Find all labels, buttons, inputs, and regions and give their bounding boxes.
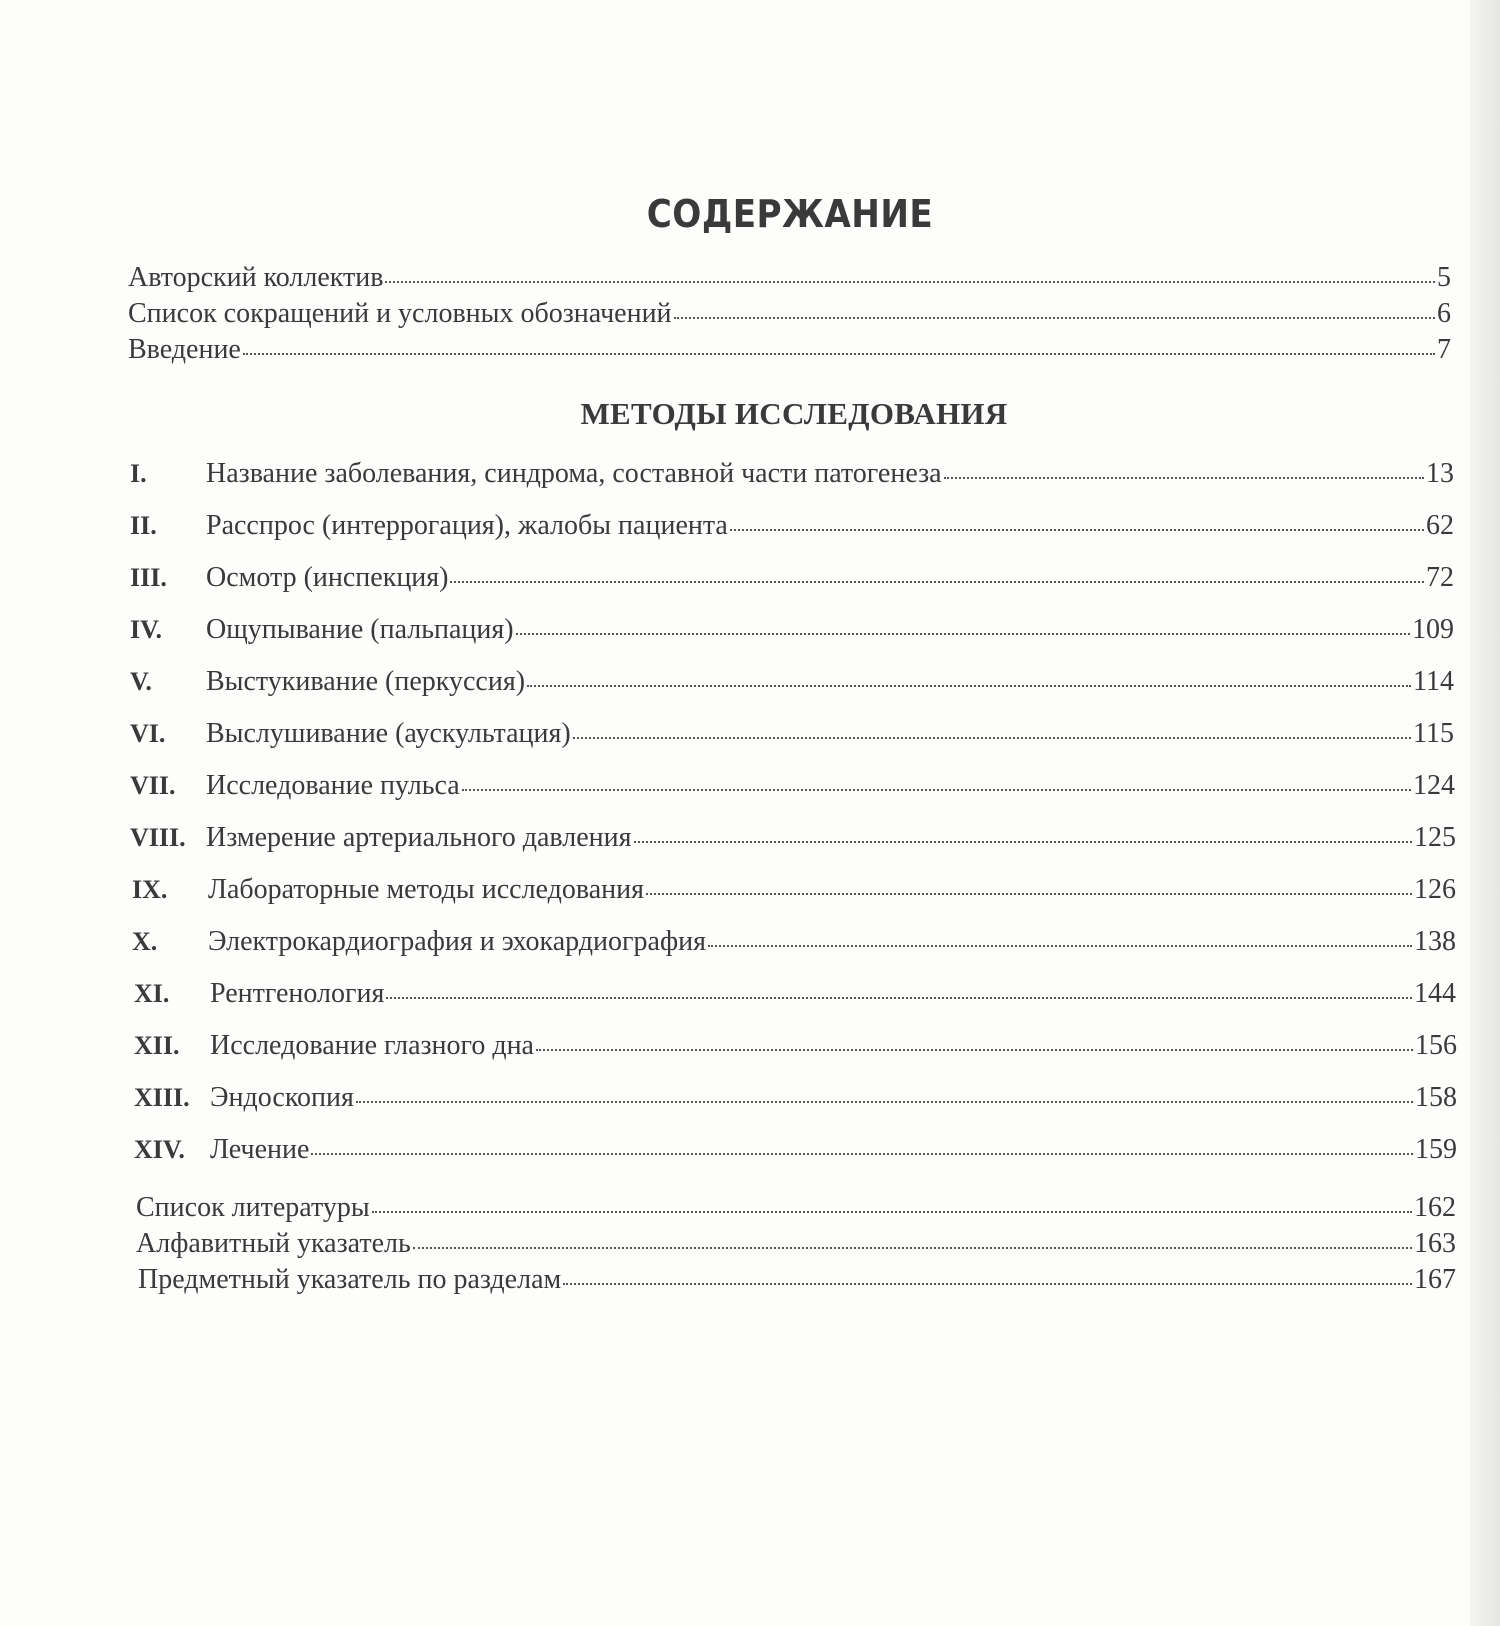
toc-chapter[interactable]	[130, 666, 1454, 698]
toc-entry-label: Рентгенология	[210, 978, 385, 1009]
chapter-number: X.	[132, 927, 158, 956]
leader-dots	[385, 281, 1435, 283]
toc-entry-page: 159	[1415, 1134, 1457, 1165]
chapter-number: VIII.	[130, 823, 186, 852]
leader-dots	[462, 789, 1411, 791]
leader-dots	[450, 581, 1424, 583]
toc-chapter[interactable]	[130, 458, 1454, 490]
toc-entry-label: Исследование пульса	[206, 770, 460, 801]
toc-chapter[interactable]	[134, 978, 1456, 1010]
page-edge	[1470, 0, 1500, 1626]
toc-entry-page: 7	[1437, 334, 1451, 365]
toc-entry[interactable]	[138, 1264, 1456, 1296]
toc-chapter[interactable]	[132, 874, 1456, 906]
toc-entry[interactable]	[128, 298, 1451, 330]
leader-dots	[563, 1283, 1412, 1285]
section-heading: МЕТОДЫ ИССЛЕДОВАНИЯ	[580, 396, 1008, 431]
toc-entry-label: Ощупывание (пальпация)	[206, 614, 514, 645]
toc-entry-page: 126	[1414, 874, 1456, 905]
leader-dots	[356, 1101, 1413, 1103]
toc-entry-page: 72	[1426, 562, 1454, 593]
toc-entry-label: Измерение артериального давления	[206, 822, 632, 853]
toc-entry-page: 125	[1414, 822, 1456, 853]
toc-entry-page: 138	[1414, 926, 1456, 957]
chapter-number: XI.	[134, 979, 170, 1008]
toc-entry-label: Предметный указатель по разделам	[138, 1264, 562, 1295]
leader-dots	[573, 737, 1411, 739]
toc-entry-page: 13	[1426, 458, 1454, 489]
chapter-number: II.	[130, 511, 157, 540]
leader-dots	[386, 997, 1412, 999]
leader-dots	[708, 945, 1412, 947]
toc-entry-page: 163	[1414, 1228, 1456, 1259]
toc-chapter[interactable]	[130, 614, 1454, 646]
leader-dots	[413, 1247, 1412, 1249]
toc-entry-label: Лечение	[210, 1134, 310, 1165]
chapter-number: V.	[130, 667, 152, 696]
toc-entry-page: 156	[1415, 1030, 1457, 1061]
toc-chapter[interactable]	[130, 822, 1456, 854]
leader-dots	[674, 317, 1435, 319]
page-title: СОДЕРЖАНИЕ	[646, 192, 934, 236]
toc-entry-label: Расспрос (интеррогация), жалобы пациента	[206, 510, 728, 541]
toc-entry-page: 6	[1437, 298, 1451, 329]
toc-entry-label: Выслушивание (аускультация)	[206, 718, 571, 749]
toc-chapter[interactable]	[130, 510, 1454, 542]
toc-entry-label: Эндоскопия	[210, 1082, 354, 1113]
toc-entry[interactable]	[128, 334, 1451, 366]
leader-dots	[243, 353, 1435, 355]
toc-entry-label: Исследование глазного дна	[210, 1030, 534, 1061]
toc-entry-page: 162	[1414, 1192, 1456, 1223]
toc-entry-label: Выстукивание (перкуссия)	[206, 666, 526, 697]
toc-entry-label: Список сокращений и условных обозначений	[128, 298, 672, 329]
leader-dots	[646, 893, 1412, 895]
toc-entry-page: 167	[1414, 1264, 1456, 1295]
toc-entry-label: Лабораторные методы исследования	[208, 874, 644, 905]
leader-dots	[634, 841, 1412, 843]
toc-chapter[interactable]	[130, 562, 1454, 594]
toc-entry-page: 62	[1426, 510, 1454, 541]
leader-dots	[944, 477, 1424, 479]
toc-entry-page: 5	[1437, 262, 1451, 293]
toc-entry[interactable]	[136, 1228, 1456, 1260]
toc-chapter[interactable]	[134, 1030, 1457, 1062]
chapter-number: XII.	[134, 1031, 180, 1060]
chapter-number: I.	[130, 459, 147, 488]
toc-entry[interactable]	[136, 1192, 1456, 1224]
toc-entry-page: 114	[1413, 666, 1454, 697]
toc-chapter[interactable]	[134, 1134, 1457, 1166]
toc-entry-label: Авторский коллектив	[128, 262, 384, 293]
toc-chapter[interactable]	[134, 1082, 1457, 1114]
chapter-number: IX.	[132, 875, 168, 904]
toc-entry-page: 109	[1412, 614, 1454, 645]
toc-entry[interactable]	[128, 262, 1451, 294]
leader-dots	[527, 685, 1411, 687]
toc-entry-page: 158	[1415, 1082, 1457, 1113]
leader-dots	[516, 633, 1410, 635]
chapter-number: IV.	[130, 615, 163, 644]
chapter-number: III.	[130, 563, 167, 592]
toc-chapter[interactable]	[130, 770, 1455, 802]
chapter-number: XIII.	[134, 1083, 190, 1112]
toc-entry-label: Электрокардиография и эхокардиография	[208, 926, 706, 957]
toc-entry-label: Алфавитный указатель	[136, 1228, 411, 1259]
toc-entry-page: 115	[1413, 718, 1454, 749]
chapter-number: VI.	[130, 719, 166, 748]
leader-dots	[372, 1211, 1412, 1213]
leader-dots	[311, 1153, 1413, 1155]
toc-chapter[interactable]	[132, 926, 1456, 958]
toc-entry-label: Название заболевания, синдрома, составной части патогенеза	[206, 458, 942, 489]
chapter-number: XIV.	[134, 1135, 185, 1164]
toc-entry-page: 144	[1414, 978, 1456, 1009]
toc-entry-label: Осмотр (инспекция)	[206, 562, 449, 593]
toc-entry-page: 124	[1413, 770, 1455, 801]
leader-dots	[730, 529, 1424, 531]
toc-entry-label: Введение	[128, 334, 241, 365]
toc-entry-label: Список литературы	[136, 1192, 370, 1223]
chapter-number: VII.	[130, 771, 176, 800]
toc-chapter[interactable]	[130, 718, 1454, 750]
leader-dots	[536, 1049, 1413, 1051]
